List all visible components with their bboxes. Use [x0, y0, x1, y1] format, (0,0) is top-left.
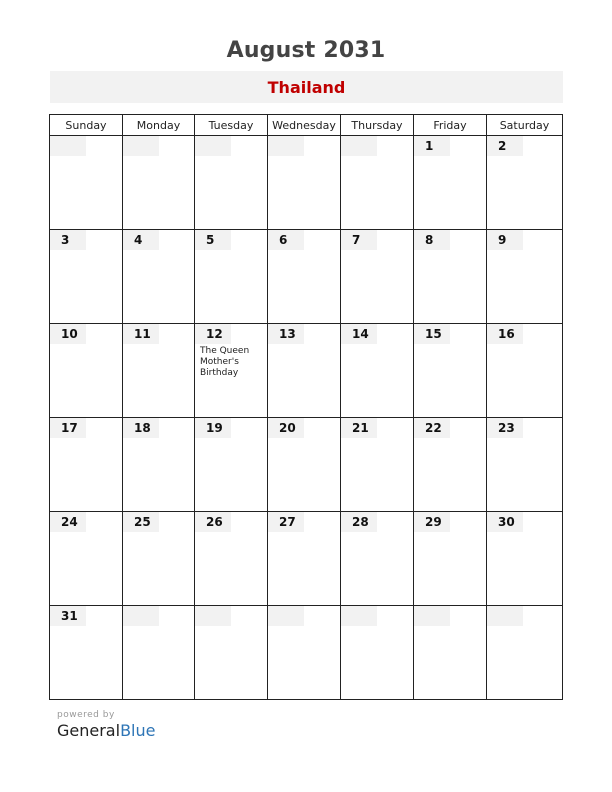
day-number: 1: [414, 136, 450, 156]
brand-footer: [57, 710, 155, 740]
week-row: [50, 324, 563, 418]
day-cell[interactable]: [414, 606, 487, 700]
day-number: 25: [123, 512, 159, 532]
day-number: 24: [50, 512, 86, 532]
weekday-header-row: [50, 115, 563, 136]
day-cell[interactable]: [123, 324, 195, 418]
day-cell[interactable]: [414, 230, 487, 324]
day-cell[interactable]: [50, 606, 123, 700]
country-name: Thailand: [267, 78, 346, 97]
holiday-label: The Queen Mother's Birthday: [200, 346, 250, 378]
week-row: [50, 136, 563, 230]
generalblue-logo[interactable]: [57, 721, 155, 740]
day-cell[interactable]: [50, 512, 123, 606]
weekday-header: Wednesday: [268, 115, 341, 136]
weekday-header: Friday: [414, 115, 487, 136]
day-number: [123, 606, 159, 626]
day-number: 3: [50, 230, 86, 250]
day-cell[interactable]: [195, 512, 268, 606]
day-number: 23: [487, 418, 523, 438]
day-number: 21: [341, 418, 377, 438]
day-cell[interactable]: [268, 606, 341, 700]
calendar-grid: [49, 114, 563, 700]
day-number: [195, 136, 231, 156]
week-row: [50, 230, 563, 324]
day-cell[interactable]: [195, 324, 268, 418]
day-cell[interactable]: [341, 418, 414, 512]
day-number: 9: [487, 230, 523, 250]
day-number: 11: [123, 324, 159, 344]
week-row: [50, 606, 563, 700]
day-number: 5: [195, 230, 231, 250]
weekday-header: Saturday: [487, 115, 563, 136]
day-cell[interactable]: [195, 606, 268, 700]
day-cell[interactable]: [50, 418, 123, 512]
day-cell[interactable]: [123, 606, 195, 700]
day-number: 12: [195, 324, 231, 344]
day-number: 27: [268, 512, 304, 532]
weekday-header: Monday: [123, 115, 195, 136]
day-cell[interactable]: [487, 324, 563, 418]
day-cell[interactable]: [487, 512, 563, 606]
day-cell[interactable]: [50, 136, 123, 230]
day-cell[interactable]: [50, 230, 123, 324]
day-number: 4: [123, 230, 159, 250]
day-cell[interactable]: [195, 230, 268, 324]
country-banner: [50, 71, 563, 103]
day-cell[interactable]: [195, 136, 268, 230]
day-number: 30: [487, 512, 523, 532]
day-number: [341, 136, 377, 156]
day-cell[interactable]: [268, 136, 341, 230]
day-number: 6: [268, 230, 304, 250]
day-number: [50, 136, 86, 156]
day-cell[interactable]: [123, 136, 195, 230]
day-cell[interactable]: [487, 136, 563, 230]
day-number: 13: [268, 324, 304, 344]
day-number: 10: [50, 324, 86, 344]
day-cell[interactable]: [341, 230, 414, 324]
day-number: 22: [414, 418, 450, 438]
day-cell[interactable]: [341, 136, 414, 230]
page-title: August 2031: [226, 38, 386, 63]
day-cell[interactable]: [123, 418, 195, 512]
weekday-header: Thursday: [341, 115, 414, 136]
day-number: [195, 606, 231, 626]
day-number: [268, 606, 304, 626]
day-number: 28: [341, 512, 377, 532]
day-cell[interactable]: [341, 512, 414, 606]
day-number: 18: [123, 418, 159, 438]
day-cell[interactable]: [123, 230, 195, 324]
logo-general-text: General: [57, 721, 121, 740]
day-number: 16: [487, 324, 523, 344]
day-cell[interactable]: [341, 606, 414, 700]
weekday-header: Sunday: [50, 115, 123, 136]
weekday-header: Tuesday: [195, 115, 268, 136]
day-cell[interactable]: [487, 606, 563, 700]
day-number: 14: [341, 324, 377, 344]
day-cell[interactable]: [487, 418, 563, 512]
day-number: 19: [195, 418, 231, 438]
day-number: [341, 606, 377, 626]
day-cell[interactable]: [341, 324, 414, 418]
day-cell[interactable]: [414, 324, 487, 418]
day-number: [487, 606, 523, 626]
week-row: [50, 418, 563, 512]
day-cell[interactable]: [487, 230, 563, 324]
day-number: 31: [50, 606, 86, 626]
day-number: 20: [268, 418, 304, 438]
day-number: 17: [50, 418, 86, 438]
day-number: 8: [414, 230, 450, 250]
day-cell[interactable]: [123, 512, 195, 606]
day-number: [414, 606, 450, 626]
day-cell[interactable]: [268, 230, 341, 324]
day-cell[interactable]: [414, 136, 487, 230]
logo-blue-text: Blue: [120, 721, 156, 740]
day-number: 29: [414, 512, 450, 532]
day-number: 7: [341, 230, 377, 250]
day-cell[interactable]: [268, 512, 341, 606]
day-number: 26: [195, 512, 231, 532]
day-number: [268, 136, 304, 156]
day-number: 15: [414, 324, 450, 344]
day-number: [123, 136, 159, 156]
day-cell[interactable]: [195, 418, 268, 512]
day-number: 2: [487, 136, 523, 156]
day-cell[interactable]: [268, 324, 341, 418]
week-row: [50, 512, 563, 606]
powered-by-label: powered by: [57, 710, 115, 720]
day-cell[interactable]: [414, 418, 487, 512]
day-cell[interactable]: [268, 418, 341, 512]
day-cell[interactable]: [414, 512, 487, 606]
day-cell[interactable]: [50, 324, 123, 418]
